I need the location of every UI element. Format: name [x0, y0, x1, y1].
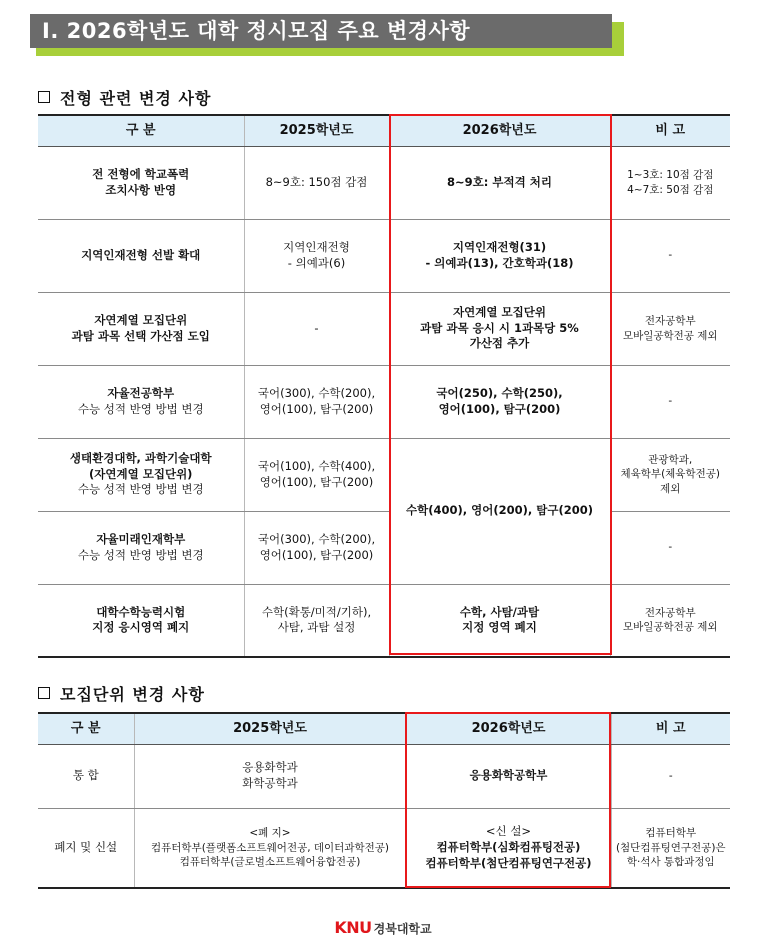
row-category-line: 자율전공학부 [107, 385, 175, 400]
unit-changes-table [38, 712, 730, 889]
row-category [38, 438, 244, 511]
cell-2026-line: 영어(100), 탐구(200) [438, 401, 561, 416]
cell-note-line: 컴퓨터학부 [645, 827, 697, 840]
cell-2025-line: 지역인재전형 [283, 239, 350, 254]
cell-2026 [389, 365, 610, 438]
row-category-line: (자연계열 모집단위) [89, 466, 193, 481]
cell-2026 [389, 584, 610, 657]
cell-note-line: - [668, 249, 673, 262]
table-row [38, 365, 730, 438]
cell-note-line: - [668, 541, 673, 554]
row-category [38, 808, 134, 888]
cell-2025-line: 국어(300), 수학(200), [257, 531, 376, 546]
col-header-2025: 2025학년도 [244, 115, 389, 146]
checkbox-square-icon [38, 91, 50, 103]
cell-2025-line: 국어(100), 수학(400), [257, 458, 376, 473]
row-category-line: 폐지 및 신설 [54, 839, 118, 854]
row-category [38, 744, 134, 808]
section1-heading-text: 전형 관련 변경 사항 [60, 89, 212, 108]
cell-2026-line: 지정 영역 폐지 [462, 620, 537, 635]
admission-changes-table [38, 114, 730, 658]
row-category [38, 365, 244, 438]
cell-note [610, 146, 730, 219]
row-category [38, 146, 244, 219]
table-row [38, 584, 730, 657]
table-row [38, 292, 730, 365]
row-category-line: 조치사항 반영 [105, 182, 177, 197]
table-row [38, 146, 730, 219]
cell-note-line: 모바일공학전공 제외 [622, 329, 718, 342]
cell-2025 [244, 438, 389, 511]
cell-2025-line: 화학공학과 [242, 776, 298, 790]
cell-note-line: (첨단컴퓨팅연구전공)은 [615, 841, 726, 854]
cell-2025-line: - 의예과(6) [287, 255, 346, 270]
col-header-2026: 2026학년도 [389, 115, 610, 146]
cell-2026-line: 국어(250), 수학(250), [436, 385, 563, 400]
university-name: 경북대학교 [373, 922, 432, 936]
cell-2026-line: <신 설> [485, 824, 532, 839]
cell-note-line: - [668, 395, 673, 408]
col-header-note: 비 고 [610, 115, 730, 146]
footer-logo [0, 918, 766, 937]
cell-2025 [244, 584, 389, 657]
cell-note-line: 모바일공학전공 제외 [622, 621, 718, 634]
cell-2026-line: - 의예과(13), 간호학과(18) [425, 255, 574, 270]
cell-2026-line: 컴퓨터학부(첨단컴퓨팅연구전공) [425, 855, 592, 870]
cell-2025-line: 8~9호: 150점 감점 [265, 174, 368, 189]
cell-2026 [406, 808, 611, 888]
page-title: Ⅰ. 2026학년도 대학 정시모집 주요 변경사항 [30, 14, 612, 48]
cell-note [610, 219, 730, 292]
cell-2026-line: 응용화학공학부 [469, 768, 548, 783]
col-header-2025: 2025학년도 [134, 713, 406, 744]
knu-logo-icon: KNU [334, 918, 372, 937]
cell-note-line: 4~7호: 50점 감점 [627, 183, 714, 196]
cell-note-line: - [668, 769, 673, 782]
cell-note-line: 학·석사 통합과정임 [626, 855, 715, 868]
col-header-2026: 2026학년도 [406, 713, 611, 744]
cell-2025-line: 국어(300), 수학(200), [257, 385, 376, 400]
col-header-category: 구 분 [38, 115, 244, 146]
table-row [38, 219, 730, 292]
row-category-line: 통 합 [72, 768, 99, 783]
row-category-line: 수능 성적 반영 방법 변경 [77, 482, 204, 497]
cell-note-line: 체육학부(체육학전공) [620, 468, 720, 481]
cell-2025-line: 영어(100), 탐구(200) [259, 474, 374, 489]
cell-2025 [134, 808, 406, 888]
cell-2026-line: 지역인재전형(31) [452, 239, 547, 254]
cell-note [610, 365, 730, 438]
cell-2025 [244, 511, 389, 584]
cell-2025-line: 컴퓨터학부(글로벌소프트웨어융합전공) [179, 855, 361, 868]
cell-2026-line: 가산점 추가 [469, 336, 530, 351]
cell-note-line: 전자공학부 [644, 315, 696, 328]
section2-heading [38, 682, 205, 705]
cell-2025-line: 수학(확통/미적/기하), [261, 604, 372, 619]
table-row [38, 808, 730, 888]
table-row [38, 511, 730, 584]
cell-2026 [389, 219, 610, 292]
cell-2025 [134, 744, 406, 808]
row-category-line: 전 전형에 학교폭력 [92, 166, 190, 181]
row-category-line: 대학수학능력시험 [96, 604, 186, 619]
row-category [38, 292, 244, 365]
row-category-line: 지정 응시영역 폐지 [92, 620, 190, 635]
row-category-line: 자연계열 모집단위 [94, 312, 188, 327]
cell-2025-line: - [314, 320, 319, 335]
cell-2025-line: 응용화학과 [242, 760, 298, 775]
cell-note-line: 관광학과, [648, 454, 693, 467]
table-row [38, 744, 730, 808]
cell-2026-line: 수학, 사탐/과탐 [459, 604, 540, 619]
cell-2026-line: 컴퓨터학부(심화컴퓨팅전공) [436, 839, 581, 854]
section1-heading [38, 86, 211, 109]
table-row [38, 438, 730, 511]
cell-2025-line: 컴퓨터학부(플랫폼소프트웨어전공, 데이터과학전공) [150, 841, 389, 854]
cell-2026-line: 자연계열 모집단위 [453, 305, 546, 320]
row-category-line: 수능 성적 반영 방법 변경 [77, 547, 204, 562]
cell-note-line: 제외 [660, 482, 681, 495]
cell-2026 [389, 292, 610, 365]
cell-note [610, 511, 730, 584]
cell-2025-line: <폐 지> [249, 827, 291, 840]
cell-2025 [244, 292, 389, 365]
row-category-line: 자율미래인재학부 [96, 531, 186, 546]
cell-2025-line: 사탐, 과탐 설정 [277, 620, 356, 635]
cell-2025 [244, 365, 389, 438]
cell-2026-line: 8~9호: 부적격 처리 [447, 174, 552, 189]
row-category [38, 511, 244, 584]
cell-2025 [244, 146, 389, 219]
cell-note [611, 744, 730, 808]
col-header-category: 구 분 [38, 713, 134, 744]
cell-2026-line: 과탐 과목 응시 시 1과목당 5% [420, 320, 579, 335]
col-header-note: 비 고 [611, 713, 730, 744]
row-category [38, 219, 244, 292]
row-category-line: 과탐 과목 선택 가산점 도입 [71, 328, 210, 343]
cell-note [610, 584, 730, 657]
row-category-line: 수능 성적 반영 방법 변경 [77, 401, 204, 416]
row-category [38, 584, 244, 657]
cell-note [610, 438, 730, 511]
checkbox-square-icon [38, 687, 50, 699]
cell-2025 [244, 219, 389, 292]
cell-2026-merged: 수학(400), 영어(200), 탐구(200) [389, 438, 610, 584]
cell-2025-line: 영어(100), 탐구(200) [259, 401, 374, 416]
row-category-line: 생태환경대학, 과학기술대학 [69, 451, 212, 466]
cell-note [611, 808, 730, 888]
section2-heading-text: 모집단위 변경 사항 [60, 685, 205, 704]
cell-note-line: 1~3호: 10점 감점 [627, 169, 714, 182]
cell-2026 [406, 744, 611, 808]
cell-note [610, 292, 730, 365]
cell-2026 [389, 146, 610, 219]
row-category-line: 지역인재전형 선발 확대 [81, 247, 201, 262]
cell-note-line: 전자공학부 [644, 607, 696, 620]
cell-2025-line: 영어(100), 탐구(200) [259, 547, 374, 562]
